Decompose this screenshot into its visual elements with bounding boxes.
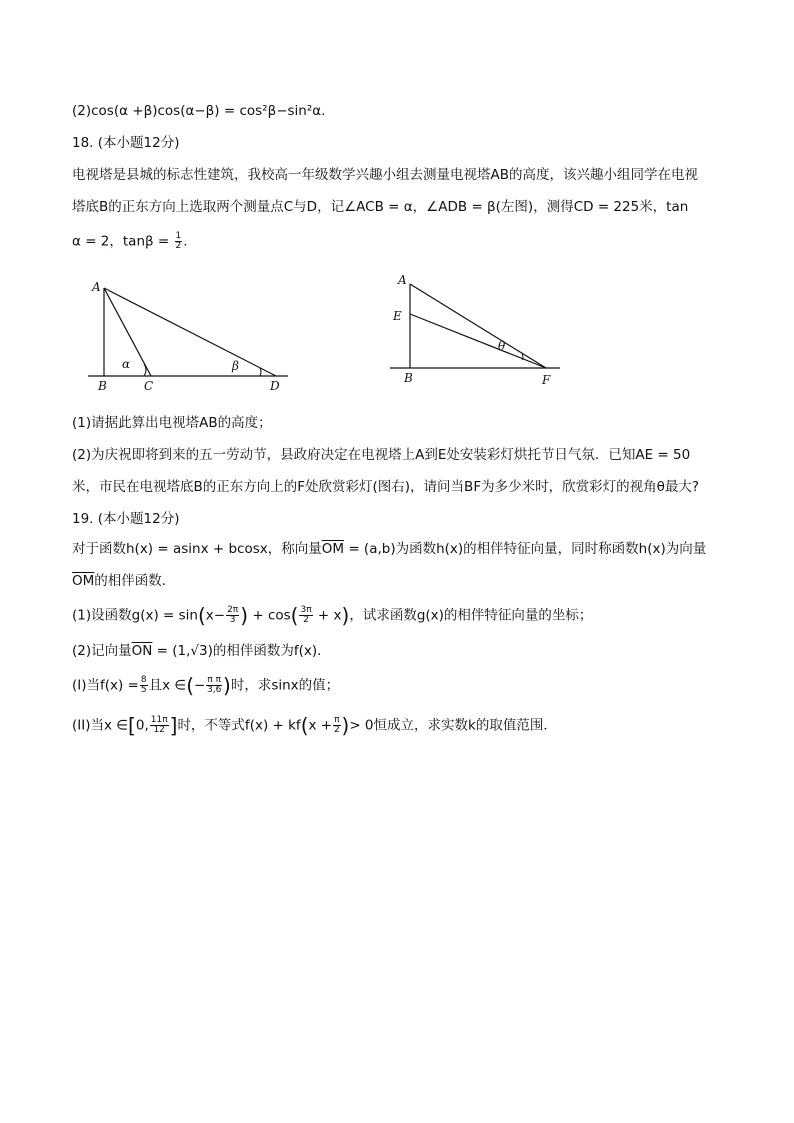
q18-para-3: α = 2，tanβ = $\frac{1}{2}$ . <box>72 231 188 251</box>
vector-ON: $\overline{ON}$ <box>131 643 153 659</box>
q19-sub-2: (2)记向量$\overline{ON} = (1,√3)$的相伴函数为f(x)． <box>72 643 331 659</box>
q19-heading: 19. (本小题12分) <box>72 511 180 527</box>
figure-right-triangle <box>388 268 568 390</box>
q18-heading: 18. (本小题12分) <box>72 135 180 151</box>
q19-para-2: $\overline{OM}$的相伴函数． <box>72 573 176 589</box>
label-A: A <box>92 280 101 294</box>
line-identity: (2)cos(α +β)cos(α−β) = cos²β−sin²α. <box>72 103 326 119</box>
label-theta: θ <box>498 339 506 353</box>
label-F: F <box>542 373 551 387</box>
vector-OM: $\overline{OM}$ <box>321 541 345 557</box>
fraction-one-half: $\frac{1}{2}$ <box>175 231 182 251</box>
q18-para-2: 塔底B的正东方向上选取两个测量点C与D，记∠ACB = α，∠ADB = β(左图)，测得CD = 225米，tan <box>72 199 689 215</box>
q19-sub-2-i: (I)当f(x) = $\frac{8}{5}$ 且x ∈(− $\frac{\text{π π}}{3,6}$ )时，求sinx的值； <box>72 673 340 698</box>
q18-sub-2b: 米，市民在电视塔底B的正东方向上的F处欣赏彩灯(图右)，请问当BF为多少米时，欣赏彩灯的视角θ最大? <box>72 479 700 495</box>
label-E: E <box>393 309 402 323</box>
figure-left-triangles <box>84 274 294 396</box>
q18-sub-2a: (2)为庆祝即将到来的五一劳动节，县政府决定在电视塔上A到E处安装彩灯烘托节日气氛．已知AE = 50 <box>72 447 691 463</box>
label-C: C <box>144 379 154 393</box>
label-beta: β <box>232 359 239 373</box>
label-A: A <box>398 273 407 287</box>
label-D: D <box>270 379 280 393</box>
q19-para-1: 对于函数h(x) = asinx + bcosx，称向量$\overline{OM} = (a,b)$为函数h(x)的相伴特征向量，同时称函数h(x)为向量 <box>72 541 707 557</box>
label-B: B <box>404 371 413 385</box>
label-alpha: α <box>122 357 131 371</box>
label-B: B <box>98 379 107 393</box>
q18-sub-1: (1)请据此算出电视塔AB的高度； <box>72 415 272 431</box>
vector-OM: $\overline{OM}$ <box>72 573 95 589</box>
q18-para-1: 电视塔是县城的标志性建筑，我校高一年级数学兴趣小组去测量电视塔AB的高度，该兴趣小组同学在电视 <box>72 167 698 183</box>
q19-sub-1: (1)设函数g(x) = sin(x− $\frac{2\pi}{3}$ ) + cos( $\frac{3\pi}{2}$ + x)，试求函数g(x)的相伴特征向量的坐标； <box>72 603 593 628</box>
q19-sub-2-ii: (II)当x ∈[0, $\frac{11\pi}{12}$ ]时，不等式f(x) + kf(x + $\frac{\pi}{2}$ )> 0恒成立，求实数k的取值范围． <box>72 713 557 738</box>
